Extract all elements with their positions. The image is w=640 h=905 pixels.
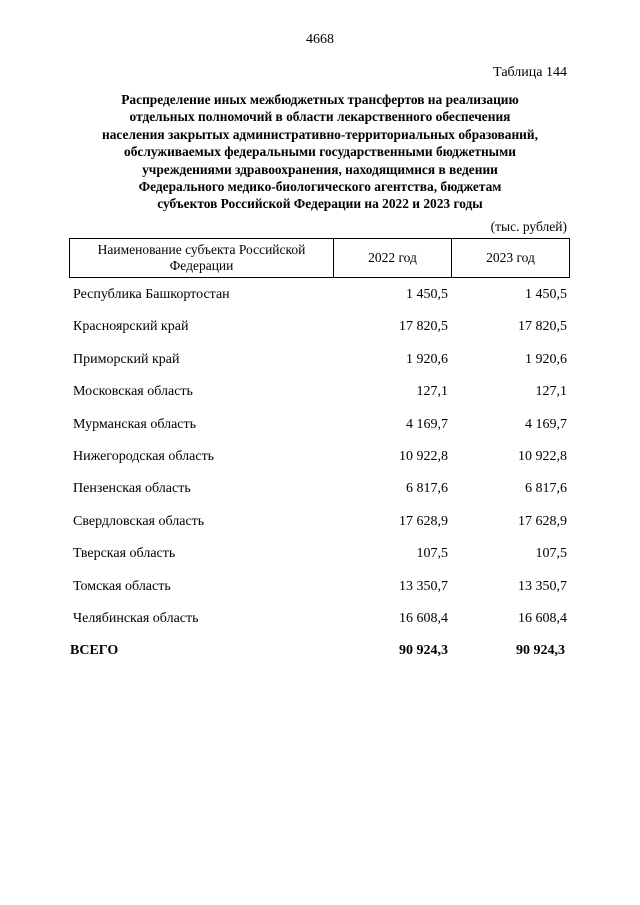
table-row	[0, 511, 640, 543]
title-line: населения закрытых административно-территориальных образований,	[102, 126, 538, 142]
value-2023: 16 608,4	[518, 610, 567, 626]
value-2023: 13 350,7	[518, 578, 567, 594]
region-name: Московская область	[73, 384, 193, 400]
region-name: Нижегородская область	[73, 448, 215, 464]
value-2023: 1 920,6	[525, 351, 567, 367]
table-row	[0, 478, 640, 510]
header-region-name	[70, 239, 334, 277]
table-row	[0, 608, 640, 640]
region-name: Пензенская область	[73, 481, 191, 497]
region-name: Республика Башкортостан	[73, 287, 230, 302]
total-row	[0, 643, 640, 663]
value-2022: 6 817,6	[406, 481, 448, 497]
table-row	[0, 381, 640, 413]
region-name: Мурманская область	[73, 416, 197, 432]
table-row	[0, 284, 640, 316]
header-year-2023: 2023 год	[486, 250, 535, 265]
value-2022: 10 922,8	[399, 448, 448, 464]
units-label: (тыс. рублей)	[490, 219, 567, 234]
title-line: субъектов Российской Федерации на 2022 и 2023 годы	[157, 196, 483, 212]
value-2023: 6 817,6	[525, 481, 567, 497]
value-2023: 17 628,9	[518, 513, 567, 529]
total-2023: 90 924,3	[516, 643, 565, 658]
table-header	[69, 238, 570, 278]
page-number: 4668	[306, 32, 334, 47]
total-label: ВСЕГО	[70, 643, 119, 658]
region-name: Тверская область	[73, 546, 176, 562]
value-2023: 1 450,5	[525, 287, 567, 302]
table-row	[0, 414, 640, 446]
header-year-2022: 2022 год	[334, 239, 452, 277]
value-2022: 13 350,7	[399, 578, 448, 594]
value-2022: 17 820,5	[399, 319, 448, 335]
table-row	[0, 316, 640, 348]
total-2022: 90 924,3	[399, 643, 448, 658]
value-2022: 4 169,7	[406, 416, 448, 432]
table-row	[0, 349, 640, 381]
value-2023: 17 820,5	[518, 319, 567, 335]
region-name: Свердловская область	[73, 513, 205, 529]
value-2022: 16 608,4	[399, 610, 448, 626]
table-row	[0, 446, 640, 478]
value-2023: 107,5	[535, 546, 567, 562]
value-2023: 10 922,8	[518, 448, 567, 464]
value-2023: 127,1	[535, 384, 567, 400]
value-2022: 17 628,9	[399, 513, 448, 529]
region-name: Томская область	[73, 578, 171, 594]
header-name-line: Наименование субъекта Российской	[97, 242, 306, 257]
region-name: Приморский край	[73, 351, 180, 367]
title-line: Федерального медико-биологического агентства, бюджетам	[138, 179, 502, 195]
value-2022: 127,1	[416, 384, 448, 400]
region-name: Челябинская область	[73, 610, 199, 626]
region-name: Красноярский край	[73, 319, 189, 335]
title-line: Распределение иных межбюджетных трансфертов на реализацию	[121, 92, 519, 107]
table-number: Таблица 144	[493, 65, 567, 80]
table-row	[0, 576, 640, 608]
title-line: отдельных полномочий в области лекарственного обеспечения	[129, 109, 511, 125]
value-2022: 1 920,6	[406, 351, 448, 367]
value-2023: 4 169,7	[525, 416, 567, 432]
value-2022: 107,5	[416, 546, 448, 562]
title-line: обслуживаемых федеральными государственными бюджетными	[124, 144, 516, 160]
table-body	[0, 284, 640, 640]
value-2022: 1 450,5	[406, 287, 448, 302]
table-row	[0, 543, 640, 575]
header-name-line: Федерации	[169, 258, 234, 273]
title-line: учреждениями здравоохранения, находящимися в ведении	[142, 161, 498, 177]
table-title	[70, 91, 570, 213]
